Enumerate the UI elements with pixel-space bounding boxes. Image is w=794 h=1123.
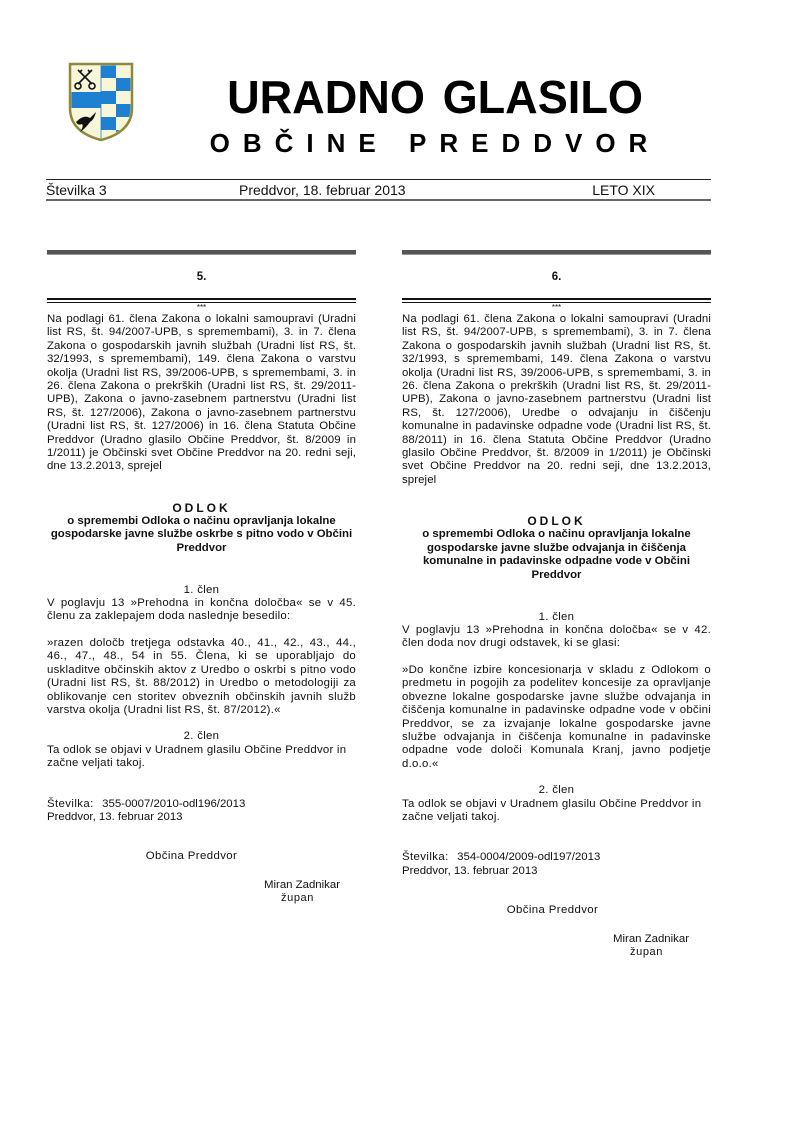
signer-organization: Občina Preddvor xyxy=(506,904,599,917)
signer-name: Miran Zadnikar xyxy=(264,878,340,891)
article-1-text: V poglavju 13 »Prehodna in končna določba« se v 42. člen doda nov drugi odstavek, ki se glasi: xyxy=(402,624,711,650)
place-date: Preddvor, 13. februar 2013 xyxy=(47,810,183,823)
article-1-heading: 1. člen xyxy=(538,610,575,623)
decree-heading xyxy=(47,501,356,556)
article-2-heading: 2. člen xyxy=(183,730,220,743)
header-rule-bottom xyxy=(46,199,711,201)
signer-role: župan xyxy=(630,945,663,958)
gazette-title-word1: URADNO xyxy=(227,71,425,123)
issue-number: Številka 3 xyxy=(46,182,107,198)
header-rule-top xyxy=(46,179,711,180)
article-2-heading: 2. člen xyxy=(538,784,575,797)
preamble-text: Na podlagi 61. člena Zakona o lokalni samoupravi (Uradni list RS, št. 94/2007-UPB, s spremembami), 3. in 7. člena Zakona o gospodarskih javnih službah (Uradni list RS, št. 32/1993, s spremembami), 149. člena Zakona o varstvu okolja (Uradni list RS, 39/2006-UPB, s spremembami, 3. in 26. člena Zakona o prekrških (Uradni list RS, št. 29/2011-UPB), Zakona o javno-zasebnem partnerstvu (Uradni list RS, št. 127/2006), Zakona o javno-zasebnem partnerstvu (Uradni list RS, št. 127/2006) in 16. člena Statuta Občine Preddvor (Uradno glasilo Občine Preddvor, št. 8/2009 in 1/2011) je Občinski svet Občine Preddvor na 20. redni seji, dne 13.2.2013, sprejel xyxy=(47,313,356,473)
signer-organization: Občina Preddvor xyxy=(145,850,238,863)
document-number: 6. xyxy=(551,271,562,283)
gazette-title xyxy=(166,70,705,124)
reference-number: 354-0004/2009-odl197/2013 xyxy=(457,851,601,864)
document-reference xyxy=(47,798,356,825)
section-stars: *** xyxy=(551,303,562,312)
article-2-text: Ta odlok se objavi v Uradnem glasilu Občine Preddvor in začne veljati takoj. xyxy=(47,743,347,770)
section-stars: *** xyxy=(196,303,207,312)
place-date: Preddvor, 13. februar 2013 xyxy=(402,864,538,877)
decree-word: ODLOK xyxy=(527,514,586,529)
document-reference xyxy=(402,851,711,878)
reference-label: Številka: xyxy=(47,797,94,810)
document-column-5 xyxy=(47,250,356,906)
gazette-title-word2: GLASILO xyxy=(442,71,643,123)
reference-label: Številka: xyxy=(402,851,449,864)
signer-name: Miran Zadnikar xyxy=(613,932,689,945)
article-1-quote: »razen določb tretjega odstavka 40., 41., 42., 43., 44., 46., 47., 48., 54 in 55. Člena, ki se uporabljajo do uskladitve občinskih aktov z Uredbo o oskrbi s pitno vodo (Uradni list RS, št. 88/2012) in Uredbo o metodologiji za oblikovanje cen storitev obveznih občinskih javnih služb varstva okolja (Uradni list RS, št. 87/2012).« xyxy=(47,636,356,716)
decree-heading xyxy=(402,514,711,582)
document-number: 5. xyxy=(196,271,207,283)
issue-info-row xyxy=(46,181,711,199)
article-1-quote: »Do končne izbire koncesionarja v skladu z Odlokom o predmetu in pogojih za podelitev koncesije za opravljanje obvezne lokalne gospodarske javne službe odvajanja in čiščenja komunalne in padavinske odpadne vode v občini Preddvor, se za izvajanje lokalne gospodarske javne službe odvajanja in čiščenja komunalne in padavinske odpadne vode določi Komunala Kranj, javno podjetje d.o.o.« xyxy=(402,663,711,770)
preamble-text: Na podlagi 61. člena Zakona o lokalni samoupravi (Uradni list RS, št. 94/2007-UPB, s spremembami), 3. in 7. člena Zakona o gospodarskih javnih službah (Uradni list RS, št. 32/1993, s spremembami, 149. člena Zakona o varstvu okolja (Uradni list RS, 39/2006-UPB, s spremembami, 3. in 26. člena Zakona o prekrških (Uradni list RS, št. 29/2011-UPB), Zakona o javno-zasebnem partnerstvu (Uradni list RS, št. 127/2006), Uredbe o odvajanju in čiščenju komunalne in padavinske odpadne vode (Uradni list RS, št. 88/2011) in 16. člena Statuta Občine Preddvor (Uradno glasilo Občine Preddvor, št. 8/2009 in 1/2011) je Občinski svet Občine Preddvor na 20. redni seji, dne 13.2.2013, sprejel xyxy=(402,313,711,486)
article-1-heading: 1. člen xyxy=(183,583,220,596)
section-top-bar xyxy=(402,250,711,255)
document-column-6 xyxy=(402,250,711,959)
decree-word: ODLOK xyxy=(172,500,231,515)
issue-date: Preddvor, 18. februar 2013 xyxy=(239,182,406,198)
reference-number: 355-0007/2010-odl196/2013 xyxy=(102,797,246,810)
coat-of-arms-icon xyxy=(68,62,134,142)
article-2-text: Ta odlok se objavi v Uradnem glasilu Občine Preddvor in začne veljati takoj. xyxy=(402,797,702,823)
section-top-bar xyxy=(47,250,356,255)
decree-title: o spremembi Odloka o načinu opravljanja lokalne gospodarske javne službe oskrbe s pitno vodo v Občini Preddvor xyxy=(50,514,353,555)
gazette-subtitle: OBČINE PREDDVOR xyxy=(209,128,661,158)
issue-year: LETO XIX xyxy=(592,182,655,198)
article-1-text: V poglavju 13 »Prehodna in končna določba« se v 45. členu za zaklepajem doda naslednje besedilo: xyxy=(47,597,356,623)
signer-role: župan xyxy=(281,892,314,905)
decree-title: o spremembi Odloka o načinu opravljanja lokalne gospodarske javne službe odvajanja in čiščenja komunalne in padavinske odpadne vode v Občini Preddvor xyxy=(422,528,691,582)
